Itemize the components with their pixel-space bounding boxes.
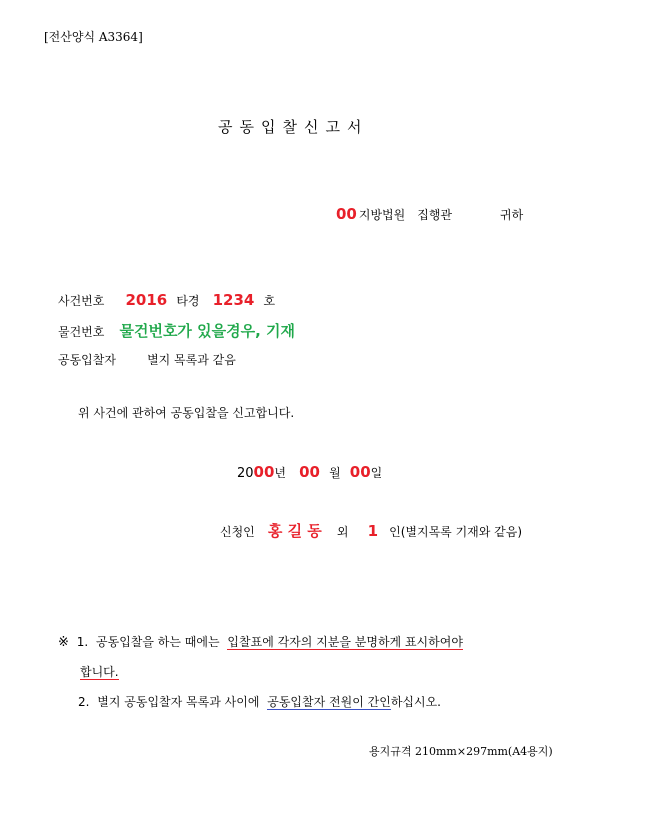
date-month: 00 <box>299 463 320 481</box>
date-year-unit: 년 <box>274 466 287 480</box>
note-text: 합니다. <box>80 665 119 679</box>
paper-spec: 용지규격 210mm×297mm(A4용지) <box>369 745 553 758</box>
applicant-row <box>220 520 522 541</box>
applicant-label: 신청인 <box>220 525 255 539</box>
date-year-suffix: 00 <box>253 463 275 481</box>
case-type: 타경 <box>176 294 200 308</box>
date-day: 00 <box>349 463 371 481</box>
reference-mark-icon: ※ <box>58 635 69 650</box>
note-number: 2. <box>78 695 90 709</box>
joint-bidders-label: 공동입찰자 <box>58 353 116 367</box>
case-number-label: 사건번호 <box>58 294 105 308</box>
applicant-others-suffix: 인(별지목록 기재와 같음) <box>389 525 523 539</box>
case-year: 2016 <box>125 291 168 309</box>
applicant-name: 홍 길 동 <box>267 522 322 540</box>
note-text: 하십시오. <box>390 695 441 709</box>
date-month-unit: 월 <box>329 466 341 480</box>
officer-title: 집행관 <box>417 208 453 222</box>
case-number: 1234 <box>212 291 255 309</box>
item-number-row <box>58 320 295 341</box>
addressee <box>336 204 523 223</box>
honorific: 귀하 <box>500 208 524 222</box>
document-title: 공동입찰신고서 <box>218 118 369 136</box>
note-item-1 <box>58 633 463 650</box>
note-emphasis: 공동입찰자 전원이 간인 <box>267 695 391 709</box>
declaration-text: 위 사건에 관하여 공동입찰을 신고합니다. <box>78 406 295 420</box>
applicant-others-count: 1 <box>367 522 379 540</box>
note-text: 별지 공동입찰자 목록과 사이에 <box>97 695 260 709</box>
note-text: 에 각자의 지분을 분명하게 표시하여야 <box>262 635 463 649</box>
case-suffix: 호 <box>263 294 276 308</box>
item-number-value: 물건번호가 있을경우, 기재 <box>119 322 296 340</box>
note-item-2 <box>78 693 441 710</box>
date-row <box>237 462 382 481</box>
note-item-1-continued <box>80 663 119 680</box>
note-number: 1. <box>76 635 89 649</box>
applicant-others-prefix: 외 <box>336 525 349 539</box>
case-number-row <box>58 290 275 309</box>
date-day-unit: 일 <box>370 466 383 480</box>
joint-bidders-row <box>58 349 236 368</box>
court-name: 지방법원 <box>358 208 406 222</box>
form-code: [전산양식 A3364] <box>44 30 143 44</box>
date-year-prefix: 20 <box>237 466 254 481</box>
court-number: 00 <box>336 205 357 223</box>
note-emphasis: 입찰표 <box>227 635 263 649</box>
joint-bidders-value: 별지 목록과 같음 <box>147 353 236 367</box>
item-number-label: 물건번호 <box>58 325 105 339</box>
note-text: 공동입찰을 하는 때에는 <box>96 635 220 649</box>
